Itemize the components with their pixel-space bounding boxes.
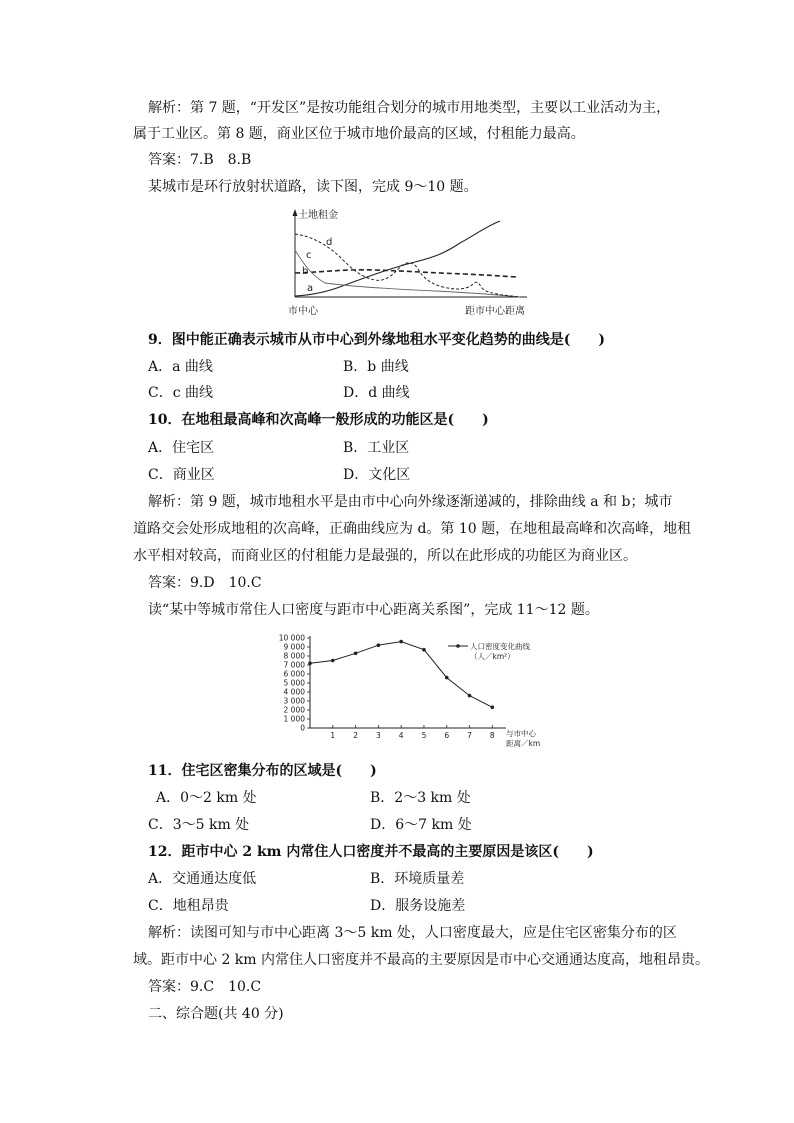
answer-11-12: 答案：9.C 10.C bbox=[148, 979, 262, 995]
data-point bbox=[354, 652, 358, 656]
analysis-11-12-line1: 解析：读图可知与市中心距离 3～5 km 处，人口密度最大，应是住宅区密集分布的区 bbox=[148, 925, 677, 941]
y-tick-label: 9 000 bbox=[283, 642, 305, 652]
q11-option-d[interactable]: D．6～7 km 处 bbox=[370, 817, 472, 833]
section-2-heading: 二、综合题(共 40 分) bbox=[148, 1006, 284, 1022]
q12-option-b[interactable]: B．环境质量差 bbox=[370, 871, 465, 887]
q9-stem: 9．图中能正确表示城市从市中心到外缘地租水平变化趋势的曲线是( ) bbox=[148, 332, 605, 348]
q9-option-d[interactable]: D．d 曲线 bbox=[343, 385, 410, 401]
q9-option-b[interactable]: B．b 曲线 bbox=[343, 359, 409, 375]
y-tick-label: 2 000 bbox=[283, 705, 305, 715]
curve-label-b: b bbox=[302, 266, 309, 277]
q9-option-c[interactable]: C．c 曲线 bbox=[148, 385, 214, 401]
analysis-11-12-line2: 域。距市中心 2 km 内常住人口密度并不最高的主要原因是市中心交通通达度高，地租昂贵。 bbox=[133, 952, 710, 968]
answer-7-8: 答案：7.B 8.B bbox=[148, 152, 252, 168]
data-point bbox=[377, 643, 381, 647]
population-density-chart bbox=[268, 628, 558, 753]
data-point bbox=[422, 648, 426, 652]
legend-marker bbox=[456, 644, 460, 648]
x-tick-label: 8 bbox=[489, 731, 495, 740]
analysis-9-10-line1: 解析：第 9 题，城市地租水平是由市中心向外缘逐渐递减的，排除曲线 a 和 b；城市 bbox=[148, 494, 673, 510]
fig1-ylabel: 土地租金 bbox=[298, 210, 338, 221]
analysis-7-8-line2: 属于工业区。第 8 题，商业区位于城市地价最高的区域，付租能力最高。 bbox=[133, 126, 585, 142]
q10-option-c[interactable]: C．商业区 bbox=[148, 467, 215, 483]
curve-label-a: a bbox=[307, 283, 314, 294]
density-series-line bbox=[310, 642, 492, 708]
intro-11-12: 读“某中等城市常住人口密度与距市中心距离关系图”，完成 11～12 题。 bbox=[148, 602, 599, 618]
legend-label: 人口密度变化曲线 bbox=[470, 642, 530, 651]
y-tick-label: 0 bbox=[300, 723, 305, 733]
x-tick-label: 2 bbox=[353, 731, 358, 740]
x-tick-label: 4 bbox=[398, 731, 404, 740]
curve-a bbox=[295, 221, 500, 296]
fig1-xlabel-left: 市中心 bbox=[288, 306, 318, 317]
y-tick-label: 6 000 bbox=[283, 669, 305, 679]
fig1-y-arrow bbox=[293, 209, 298, 216]
data-point bbox=[491, 706, 495, 710]
y-tick-label: 1 000 bbox=[283, 714, 305, 724]
intro-9-10: 某城市是环行放射状道路，读下图，完成 9～10 题。 bbox=[148, 179, 478, 195]
y-tick-label: 8 000 bbox=[283, 651, 305, 661]
q9-option-a[interactable]: A．a 曲线 bbox=[148, 359, 213, 375]
data-point bbox=[399, 640, 403, 644]
x-tick-label: 7 bbox=[467, 731, 472, 740]
analysis-9-10-line2: 道路交会处形成地租的次高峰，正确曲线应为 d。第 10 题，在地租最高峰和次高峰，地租 bbox=[133, 521, 692, 537]
data-point bbox=[308, 661, 312, 665]
x-tick-label: 6 bbox=[444, 731, 450, 740]
q12-option-d[interactable]: D．服务设施差 bbox=[370, 898, 466, 914]
x-tick-label: 5 bbox=[421, 731, 427, 740]
q12-option-a[interactable]: A．交通通达度低 bbox=[148, 871, 257, 887]
q11-stem: 11．住宅区密集分布的区域是( ) bbox=[148, 763, 377, 779]
q11-option-c[interactable]: C．3～5 km 处 bbox=[148, 817, 250, 833]
fig1-xlabel-right: 距市中心距离 bbox=[465, 306, 525, 317]
x-tick-label: 3 bbox=[375, 731, 381, 740]
q10-option-a[interactable]: A．住宅区 bbox=[148, 440, 215, 456]
curve-label-d: d bbox=[326, 237, 333, 248]
land-rent-figure bbox=[285, 205, 535, 320]
analysis-9-10-line3: 水平相对较高，而商业区的付租能力是最强的，所以在此形成的功能区为商业区。 bbox=[133, 548, 637, 564]
curve-b bbox=[295, 270, 517, 277]
y-tick-label: 10 000 bbox=[278, 633, 305, 643]
q11-option-a[interactable]: A．0～2 km 处 bbox=[156, 790, 257, 806]
data-point bbox=[331, 659, 335, 663]
legend-unit: （人／km²） bbox=[470, 652, 515, 661]
q10-option-b[interactable]: B．工业区 bbox=[343, 440, 410, 456]
data-point bbox=[445, 676, 449, 680]
q10-option-d[interactable]: D．文化区 bbox=[343, 467, 411, 483]
chart-xlabel-line1: 与市中心 bbox=[506, 729, 536, 738]
y-tick-label: 4 000 bbox=[283, 687, 305, 697]
chart-xlabel-line2: 距离／km bbox=[506, 739, 541, 748]
q12-stem: 12．距市中心 2 km 内常住人口密度并不最高的主要原因是该区( ) bbox=[148, 844, 594, 860]
y-tick-label: 5 000 bbox=[283, 678, 305, 688]
q12-option-c[interactable]: C．地租昂贵 bbox=[148, 898, 229, 914]
chart-legend bbox=[448, 641, 530, 661]
x-tick-label: 1 bbox=[330, 731, 336, 740]
q11-option-b[interactable]: B．2～3 km 处 bbox=[370, 790, 471, 806]
q10-stem: 10．在地租最高峰和次高峰一般形成的功能区是( ) bbox=[148, 412, 489, 428]
analysis-7-8-line1: 解析：第 7 题，“开发区”是按功能组合划分的城市用地类型，主要以工业活动为主， bbox=[148, 100, 671, 116]
answer-9-10: 答案：9.D 10.C bbox=[148, 575, 262, 591]
data-point bbox=[468, 694, 472, 698]
curve-label-c: c bbox=[306, 250, 312, 261]
y-tick-label: 3 000 bbox=[283, 696, 305, 706]
y-tick-label: 7 000 bbox=[283, 660, 305, 670]
